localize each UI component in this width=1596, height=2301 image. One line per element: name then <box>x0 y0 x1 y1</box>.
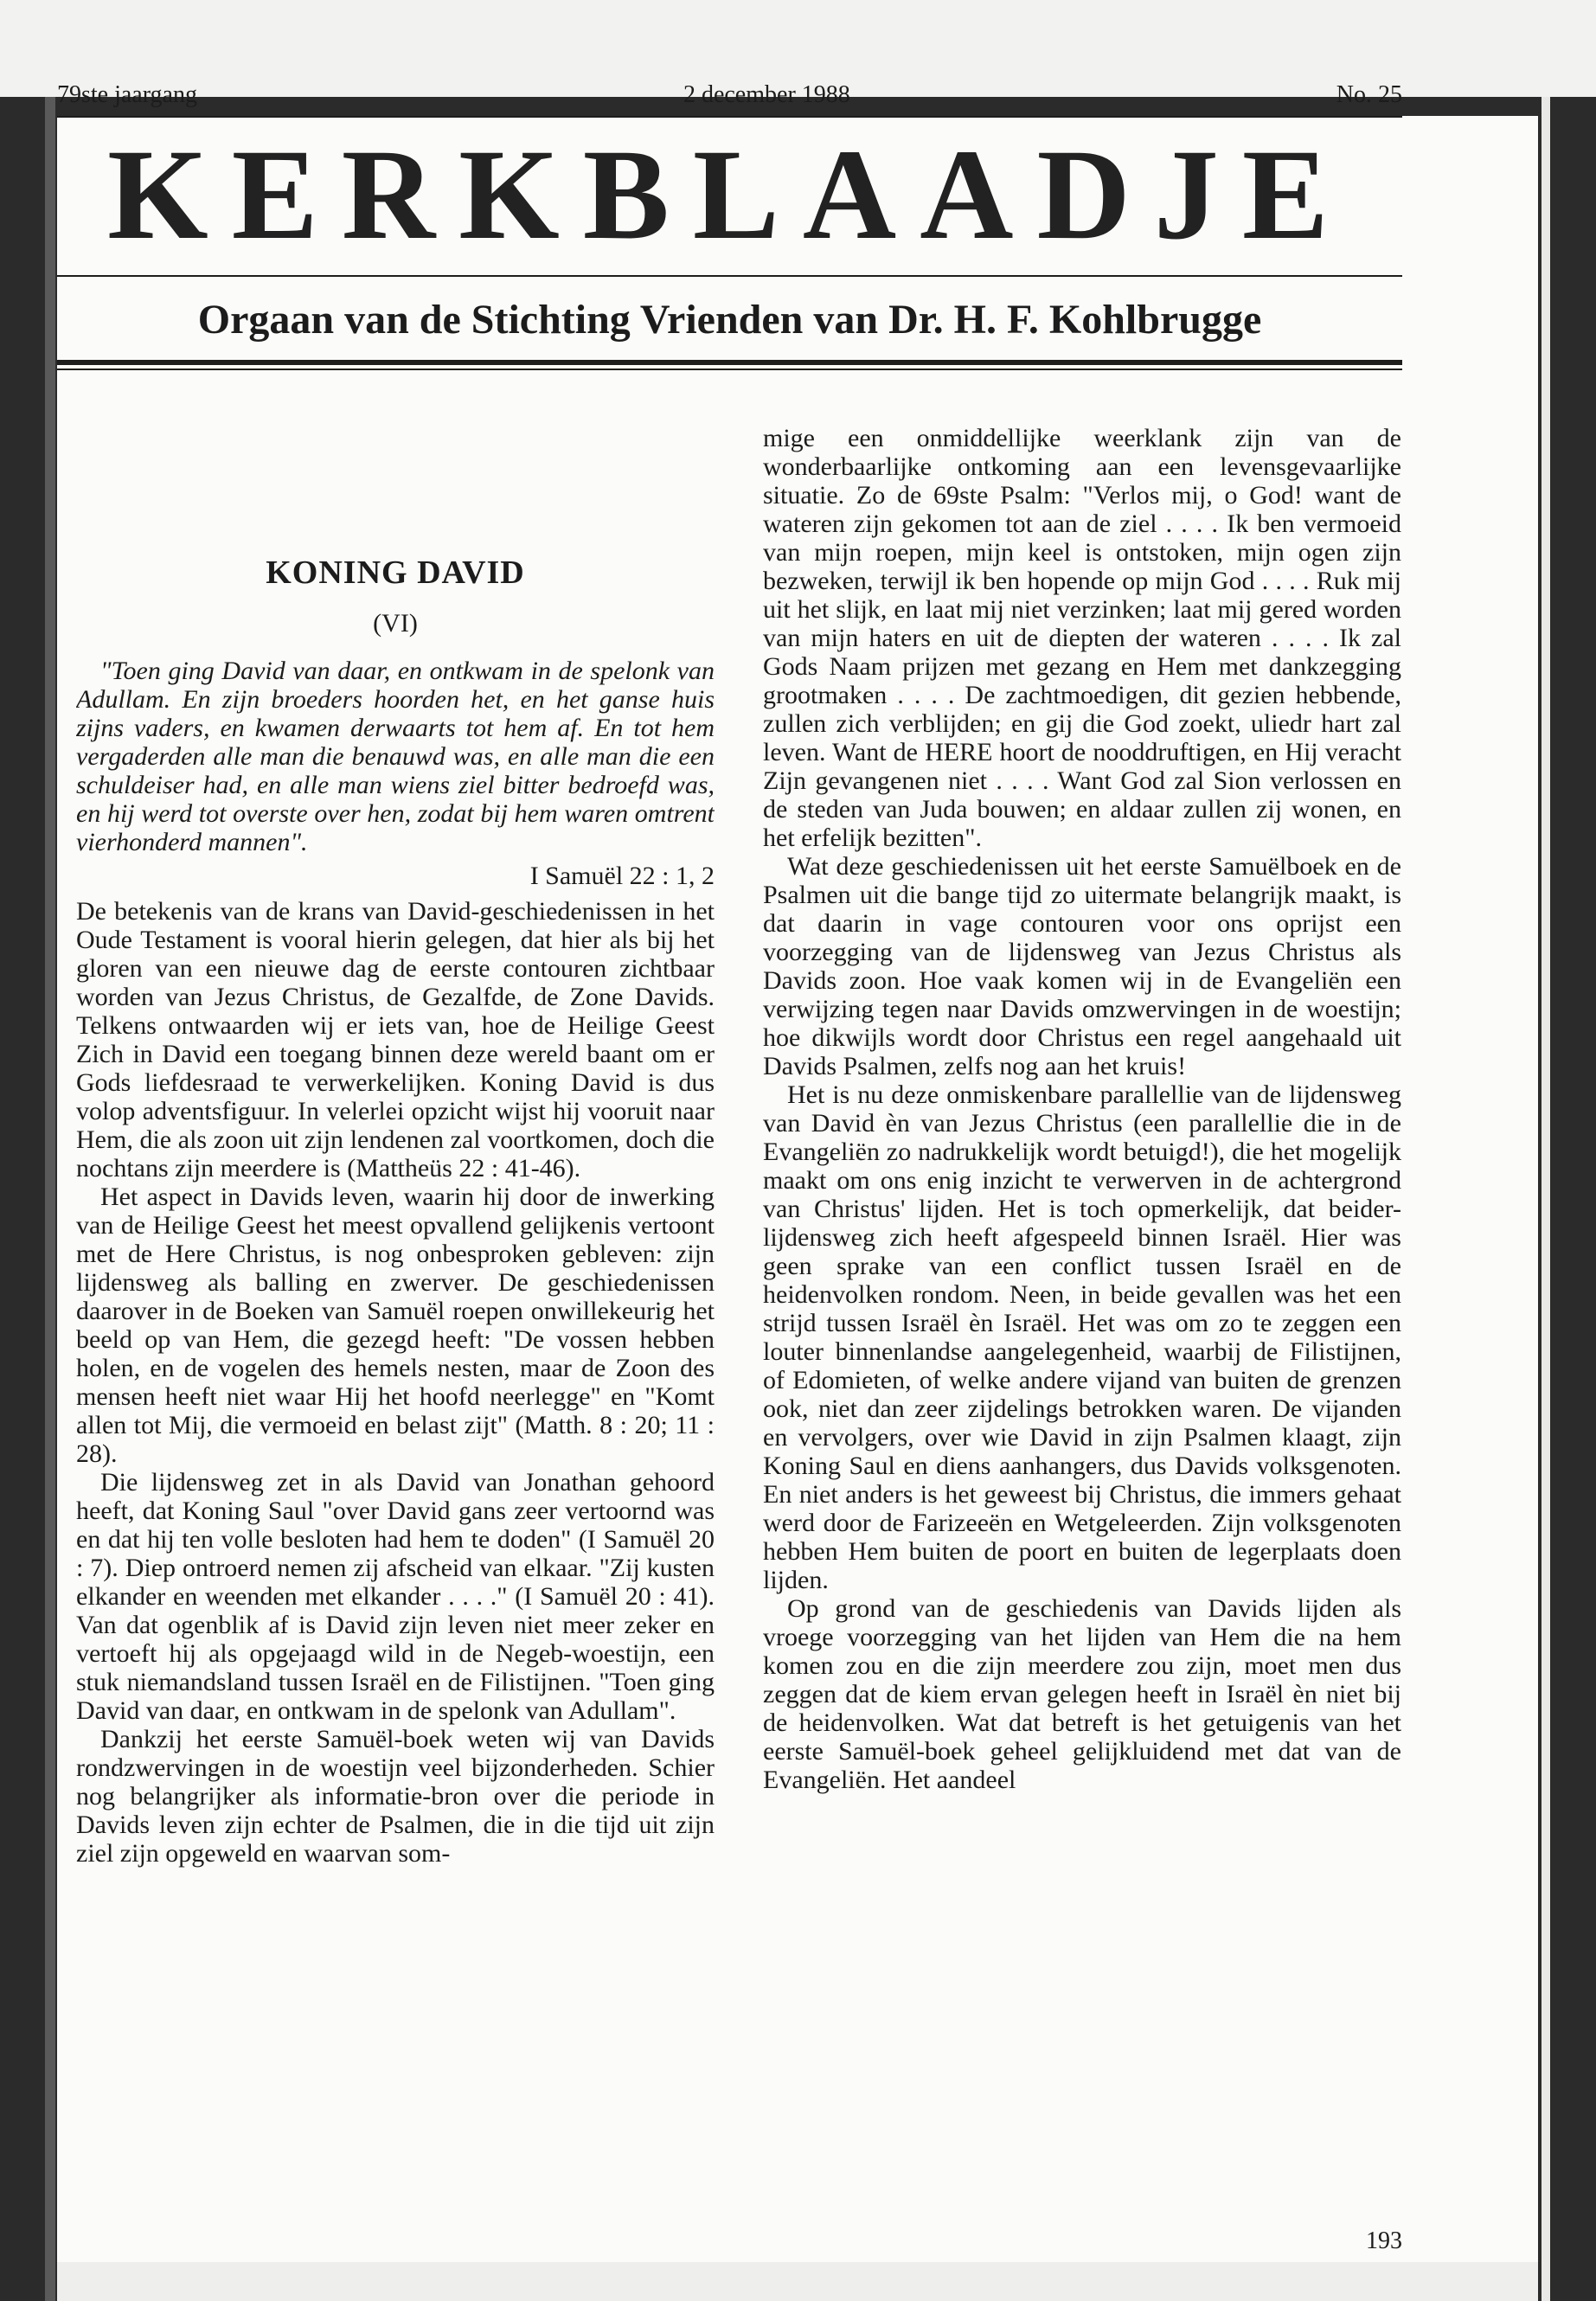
paragraph: Dankzij het eerste Samuël-boek weten wij van Davids rondzwervingen in de woestijn veel bijzonderheden. Schier nog belangrijker als informatie-bron over die periode in Davids leven zijn echter de Psalmen, die in die tijd uit zijn ziel zijn opgeweld en waarvan som- <box>76 1725 715 1868</box>
scan-bottom-margin <box>57 2262 1538 2301</box>
issue-number: No. 25 <box>1336 81 1402 108</box>
paragraph: Op grond van de geschiedenis van Davids lijden als vroege voorzegging van het lijden van Hem die na hem komen zou en die zijn meerdere zou zijn, moet men dus zeggen dat de kiem ervan gelegen heeft in Israël èn niet bij de heidenvolken. Wat dat betreft is het getuigenis van het eerste Samuël-boek geheel gelijkluidend met dat van de Evangeliën. Het aandeel <box>763 1594 1401 1794</box>
masthead-rule-thick <box>57 360 1402 365</box>
paragraph: Wat deze geschiedenissen uit het eerste Samuëlboek en de Psalmen uit die bange tijd zo uitermate belangrijk maakt, is dat daarin in vage contouren voor ons oprijst een voorzegging van de lijdensweg van Jezus Christus als Davids zoon. Hoe vaak komen wij in de Evangeliën een verwijzing tegen naar Davids omzwervingen in de woestijn; hoe dikwijls wordt door Christus een regel aangehaald uit Davids Psalmen, zelfs nog aan het kruis! <box>763 852 1401 1080</box>
paragraph: Het aspect in Davids leven, waarin hij door de inwerking van de Heilige Geest het meest opvallend gelijkenis vertoont met de Here Christus, is nog onbesproken gebleven: zijn lijdensweg als balling en zwerver. De geschiedenissen daarover in de Boeken van Samuël roepen onwillekeurig het beeld op van Hem, die gezegd heeft: "De vossen hebben holen, en de vogelen des hemels nesten, maar de Zoon des mensen heeft niet waar Hij het hoofd neerlegge" en "Komt allen tot Mij, die vermoeid en belast zijt" (Matth. 8 : 20; 11 : 28). <box>76 1183 715 1468</box>
volume-label: 79ste jaargang <box>57 81 197 108</box>
nameplate-rule <box>57 275 1402 277</box>
newspaper-nameplate: KERKBLAADJE <box>107 123 1352 266</box>
page-left-shadow <box>45 97 55 2301</box>
issue-date: 2 december 1988 <box>683 81 850 108</box>
article-title: KONING DAVID <box>266 554 525 591</box>
masthead-rule-top <box>57 116 1402 118</box>
paragraph: Die lijdensweg zet in als David van Jonathan gehoord heeft, dat Koning Saul "over David gans zeer vertoornd was en dat hij ten volle besloten had hem te doden" (I Samuël 20 : 7). Diep ontroerd nemen zij afscheid van elkaar. "Zij kusten elkander en weenden met elkander . . . ." (I Samuël 20 : 41). Van dat ogenblik af is David zijn leven niet meer zeker en vertoeft hij als opgejaagd wild in de Negeb-woestijn, een stuk niemandsland tussen Israël en de Filistijnen. "Toen ging David van daar, en ontkwam in de spelonk van Adullam". <box>76 1468 715 1725</box>
masthead-meta <box>57 81 1402 116</box>
article-column-left <box>76 424 715 2154</box>
paragraph: De betekenis van de krans van David-geschiedenissen in het Oude Testament is vooral hierin gelegen, dat hier als bij het gloren van een nieuwe dag de eerste contouren zichtbaar worden van Jezus Christus, de Gezalfde, de Zone Davids. Telkens ontwaarden wij er iets van, hoe de Heilige Geest Zich in David een toegang binnen deze wereld baant om er Gods liefdesraad te verwerkelijken. Koning David is dus volop adventsfiguur. In velerlei opzicht wijst hij vooruit naar Hem, die als zoon uit zijn lendenen zal voortkomen, doch die nochtans zijn meerdere is (Mattheüs 22 : 41-46). <box>76 897 715 1183</box>
epigraph-reference: I Samuël 22 : 1, 2 <box>529 862 715 890</box>
paragraph: mige een onmiddellijke weerklank zijn van de wonderbaarlijke ontkoming aan een levensgevaarlijke situatie. Zo de 69ste Psalm: "Verlos mij, o God! want de wateren zijn gekomen tot aan de ziel . . . . Ik ben vermoeid van mijn roepen, mijn keel is ontstoken, mijn ogen zijn bezweken, terwijl ik ben hopende op mijn God . . . . Ruk mij uit het slijk, en laat mij niet verzinken; laat mij gered worden van mijn haters en uit de diepten der wateren . . . . Ik zal Gods Naam prijzen met gezang en Hem met dankzegging grootmaken . . . . De zachtmoedigen, dit gezien hebbende, zullen zich verblijden; en gij die God zoekt, uliedr hart zal leven. Want de HERE hoort de nooddruftigen, en Hij veracht Zijn gevangenen niet . . . . Want God zal Sion verlossen en de steden van Juda bouwen; en aldaar zullen zij wonen, en het erfelijk bezitten". <box>763 424 1401 852</box>
paragraph: Het is nu deze onmiskenbare parallellie van de lijdensweg van David èn van Jezus Christus (een parallellie die in de Evangeliën zo nadrukkelijk wordt betuigd!), die het mogelijk maakt om ons enig inzicht te verwerven in de achtergrond van Christus' lijden. Het is toch opmerkelijk, dat beider-lijdensweg zich heeft afgespeeld binnen Israël. Hier was geen sprake van een conflict tussen Israël en de heidenvolken rondom. Neen, in beide gevallen was het een strijd tussen Israël èn Israël. Het was om zo te zeggen een louter binnenlandse aangelegenheid, waarbij de Filistijnen, of Edomieten, of welke andere vijand van buiten de grenzen ook, niet dan zeer zijdelings betrokken waren. De vijanden en vervolgers, over wie David in zijn Psalmen klaagt, zijn Koning Saul en diens aanhangers, dus Davids volksgenoten. En niet anders is het geweest bij Christus, die immers gehaat werd door de Farizeeën en Wetgeleerden. Zijn volksgenoten hebben Hem buiten de poort en buiten de legerplaats doen lijden. <box>763 1080 1401 1594</box>
epigraph: "Toen ging David van daar, en ontkwam in de spelonk van Adullam. En zijn broeders hoorden het, en het ganse huis zijns vaders, en kwamen derwaarts tot hem af. En tot hem vergaderden alle man die benauwd was, en alle man die een schuldeiser had, en alle man wiens ziel bitter bedroefd was, en hij werd tot overste over hen, zodat bij hem waren omtrent vierhonderd mannen". <box>76 657 715 856</box>
page-number: 193 <box>1366 2227 1402 2254</box>
newspaper-subtitle: Orgaan van de Stichting Vrienden van Dr. H. F. Kohlbrugge <box>197 297 1262 343</box>
page-right-edge <box>1542 97 1550 2301</box>
article-column-right <box>763 424 1401 2154</box>
masthead-rule-bottom <box>57 369 1402 370</box>
article-part: (VI) <box>373 609 418 638</box>
